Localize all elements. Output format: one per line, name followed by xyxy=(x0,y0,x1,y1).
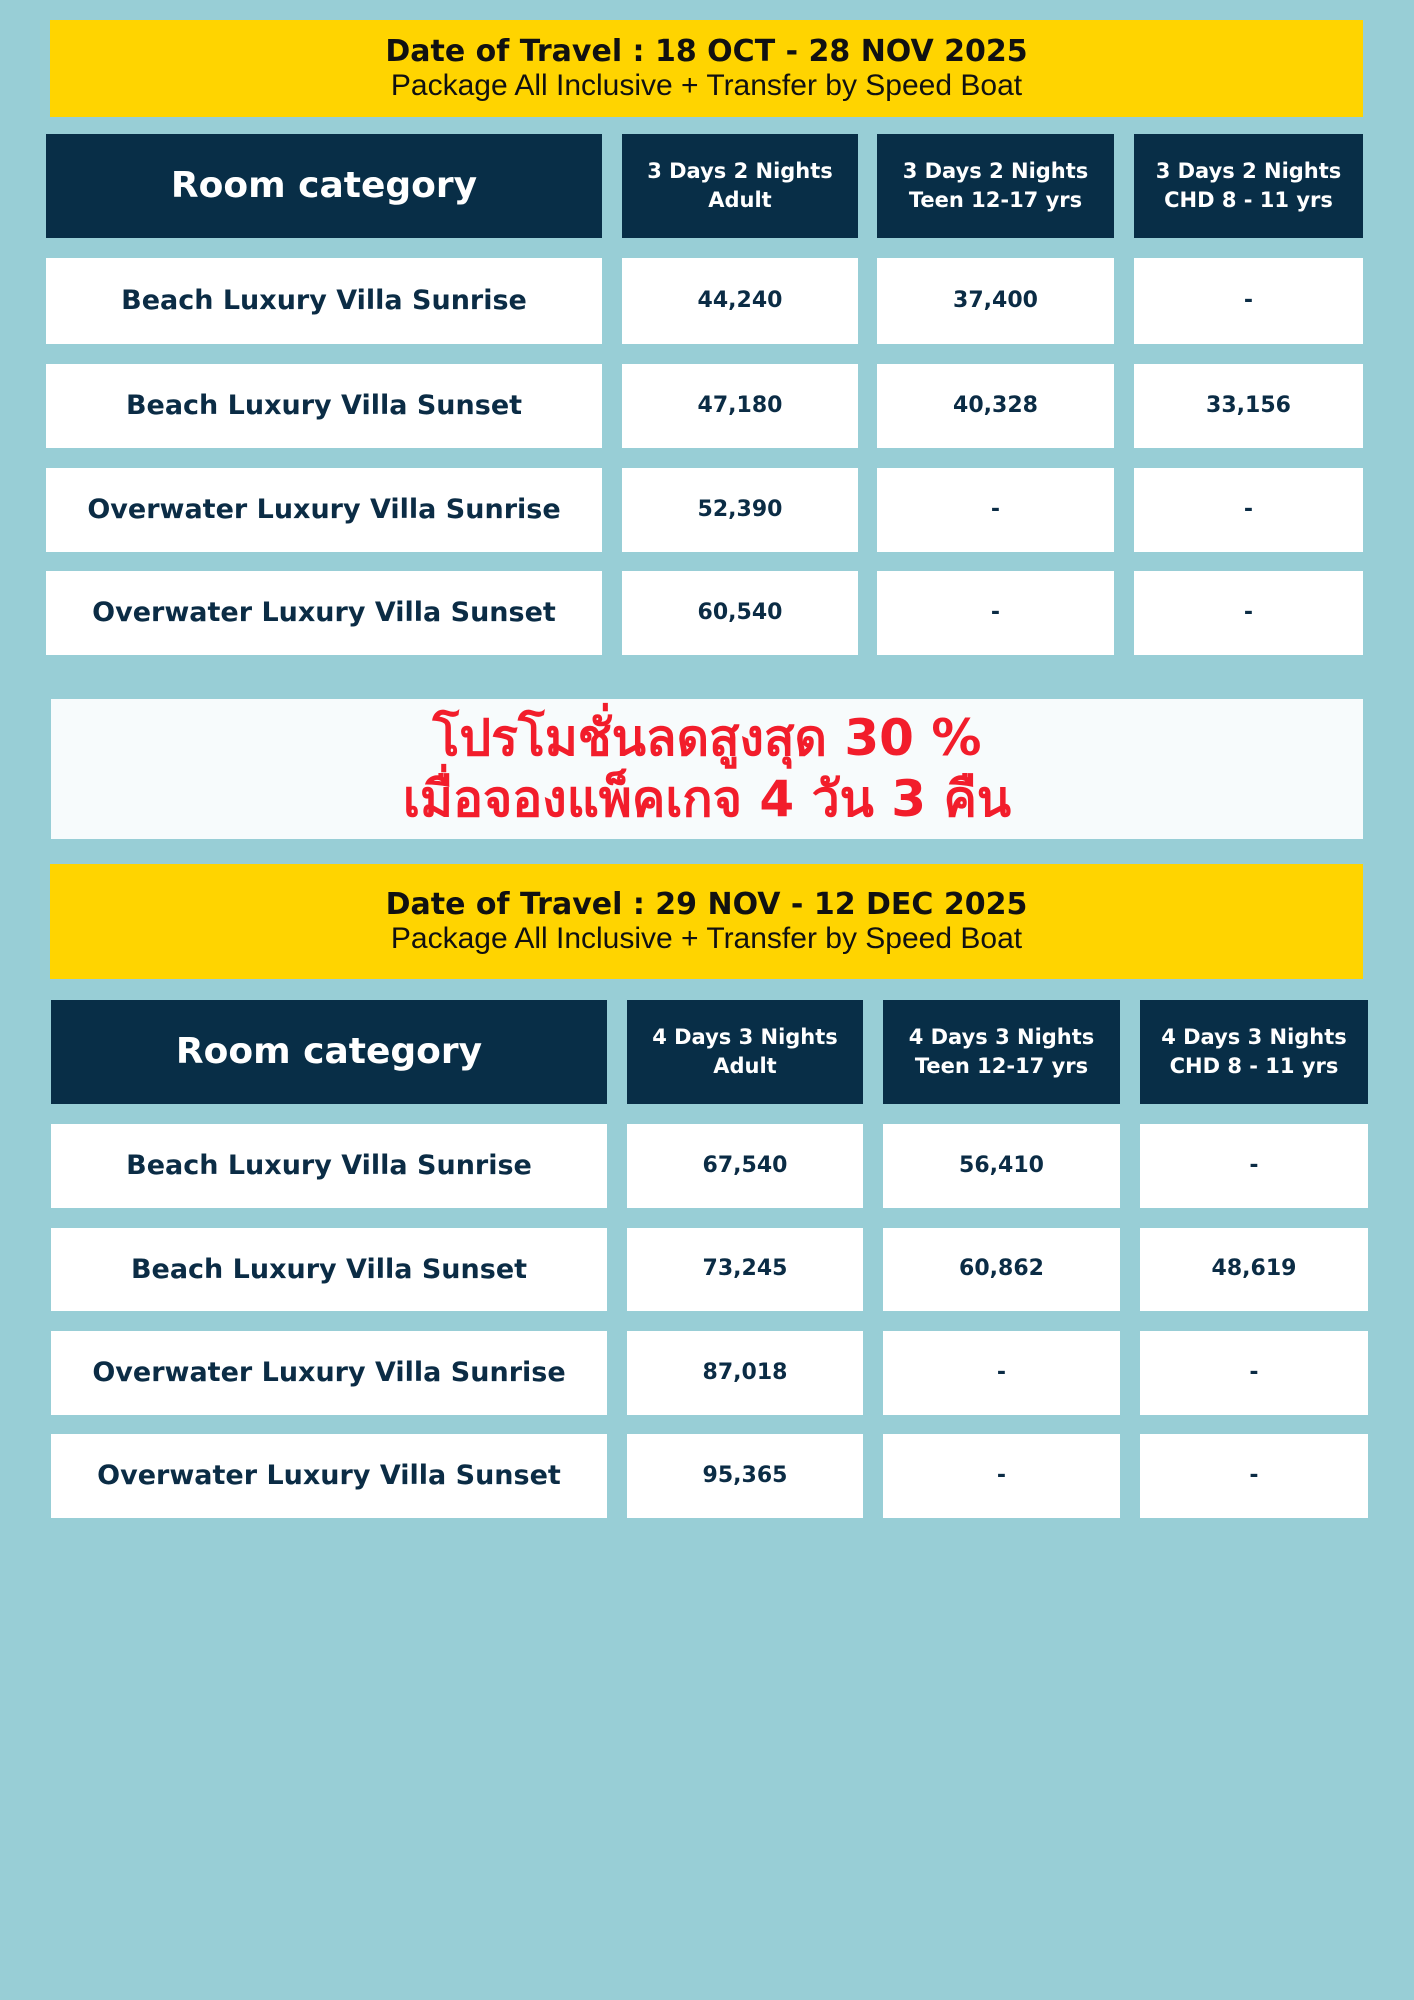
room-category-header: Room category xyxy=(51,1000,607,1104)
header-guest-type: Teen 12-17 yrs xyxy=(914,1054,1089,1078)
travel-date-1: Date of Travel : 18 OCT - 28 NOV 2025 xyxy=(385,34,1028,69)
header-duration: 4 Days 3 Nights xyxy=(908,1024,1095,1049)
teen-price: - xyxy=(883,1331,1120,1415)
child-price-header xyxy=(1134,134,1363,238)
teen-price-header xyxy=(883,1000,1120,1104)
room-name: Beach Luxury Villa Sunrise xyxy=(46,258,602,344)
adult-price: 44,240 xyxy=(622,258,858,344)
adult-price: 73,245 xyxy=(627,1228,863,1311)
teen-price-header xyxy=(877,134,1114,238)
adult-price-header xyxy=(627,1000,863,1104)
child-price: - xyxy=(1140,1434,1368,1518)
child-price: 48,619 xyxy=(1140,1228,1368,1311)
travel-date-banner-1 xyxy=(50,20,1363,117)
teen-price: 60,862 xyxy=(883,1228,1120,1311)
room-name: Overwater Luxury Villa Sunset xyxy=(51,1434,607,1518)
teen-price: 56,410 xyxy=(883,1124,1120,1208)
package-description-1: Package All Inclusive + Transfer by Speed Boat xyxy=(390,69,1023,102)
header-duration: 3 Days 2 Nights xyxy=(647,158,833,183)
teen-price: 40,328 xyxy=(877,364,1114,448)
header-guest-type: Adult xyxy=(708,188,772,212)
promotion-discount-text: โปรโมชั่นลดสูงสุด 30 % xyxy=(432,709,982,767)
adult-price-header xyxy=(622,134,858,238)
teen-price: - xyxy=(877,571,1114,655)
teen-price: - xyxy=(883,1434,1120,1518)
travel-date-2: Date of Travel : 29 NOV - 12 DEC 2025 xyxy=(385,887,1028,922)
travel-date-banner-2 xyxy=(50,864,1363,979)
adult-price: 95,365 xyxy=(627,1434,863,1518)
room-name: Beach Luxury Villa Sunset xyxy=(46,364,602,448)
teen-price: 37,400 xyxy=(877,258,1114,344)
header-duration: 3 Days 2 Nights xyxy=(902,158,1089,183)
adult-price: 47,180 xyxy=(622,364,858,448)
adult-price: 67,540 xyxy=(627,1124,863,1208)
header-guest-type: CHD 8 - 11 yrs xyxy=(1164,188,1333,212)
package-description-2: Package All Inclusive + Transfer by Speed Boat xyxy=(390,922,1023,955)
room-name: Overwater Luxury Villa Sunrise xyxy=(51,1331,607,1415)
promotion-banner xyxy=(51,699,1363,839)
adult-price: 52,390 xyxy=(622,468,858,552)
header-guest-type: Teen 12-17 yrs xyxy=(908,188,1083,212)
child-price: - xyxy=(1134,571,1363,655)
promotion-condition-text: เมื่อจองแพ็คเกจ 4 วัน 3 คืน xyxy=(402,770,1012,828)
child-price: - xyxy=(1140,1124,1368,1208)
child-price: - xyxy=(1140,1331,1368,1415)
room-name: Overwater Luxury Villa Sunrise xyxy=(46,468,602,552)
header-duration: 3 Days 2 Nights xyxy=(1155,158,1342,183)
header-duration: 4 Days 3 Nights xyxy=(1161,1024,1347,1049)
adult-price: 87,018 xyxy=(627,1331,863,1415)
room-name: Beach Luxury Villa Sunset xyxy=(51,1228,607,1311)
header-guest-type: Adult xyxy=(713,1054,777,1078)
header-duration: 4 Days 3 Nights xyxy=(652,1024,838,1049)
child-price: - xyxy=(1134,468,1363,552)
child-price: - xyxy=(1134,258,1363,344)
child-price-header xyxy=(1140,1000,1368,1104)
header-guest-type: CHD 8 - 11 yrs xyxy=(1169,1054,1339,1078)
adult-price: 60,540 xyxy=(622,571,858,655)
room-name: Overwater Luxury Villa Sunset xyxy=(46,571,602,655)
child-price: 33,156 xyxy=(1134,364,1363,448)
teen-price: - xyxy=(877,468,1114,552)
room-category-header: Room category xyxy=(46,134,602,238)
room-name: Beach Luxury Villa Sunrise xyxy=(51,1124,607,1208)
